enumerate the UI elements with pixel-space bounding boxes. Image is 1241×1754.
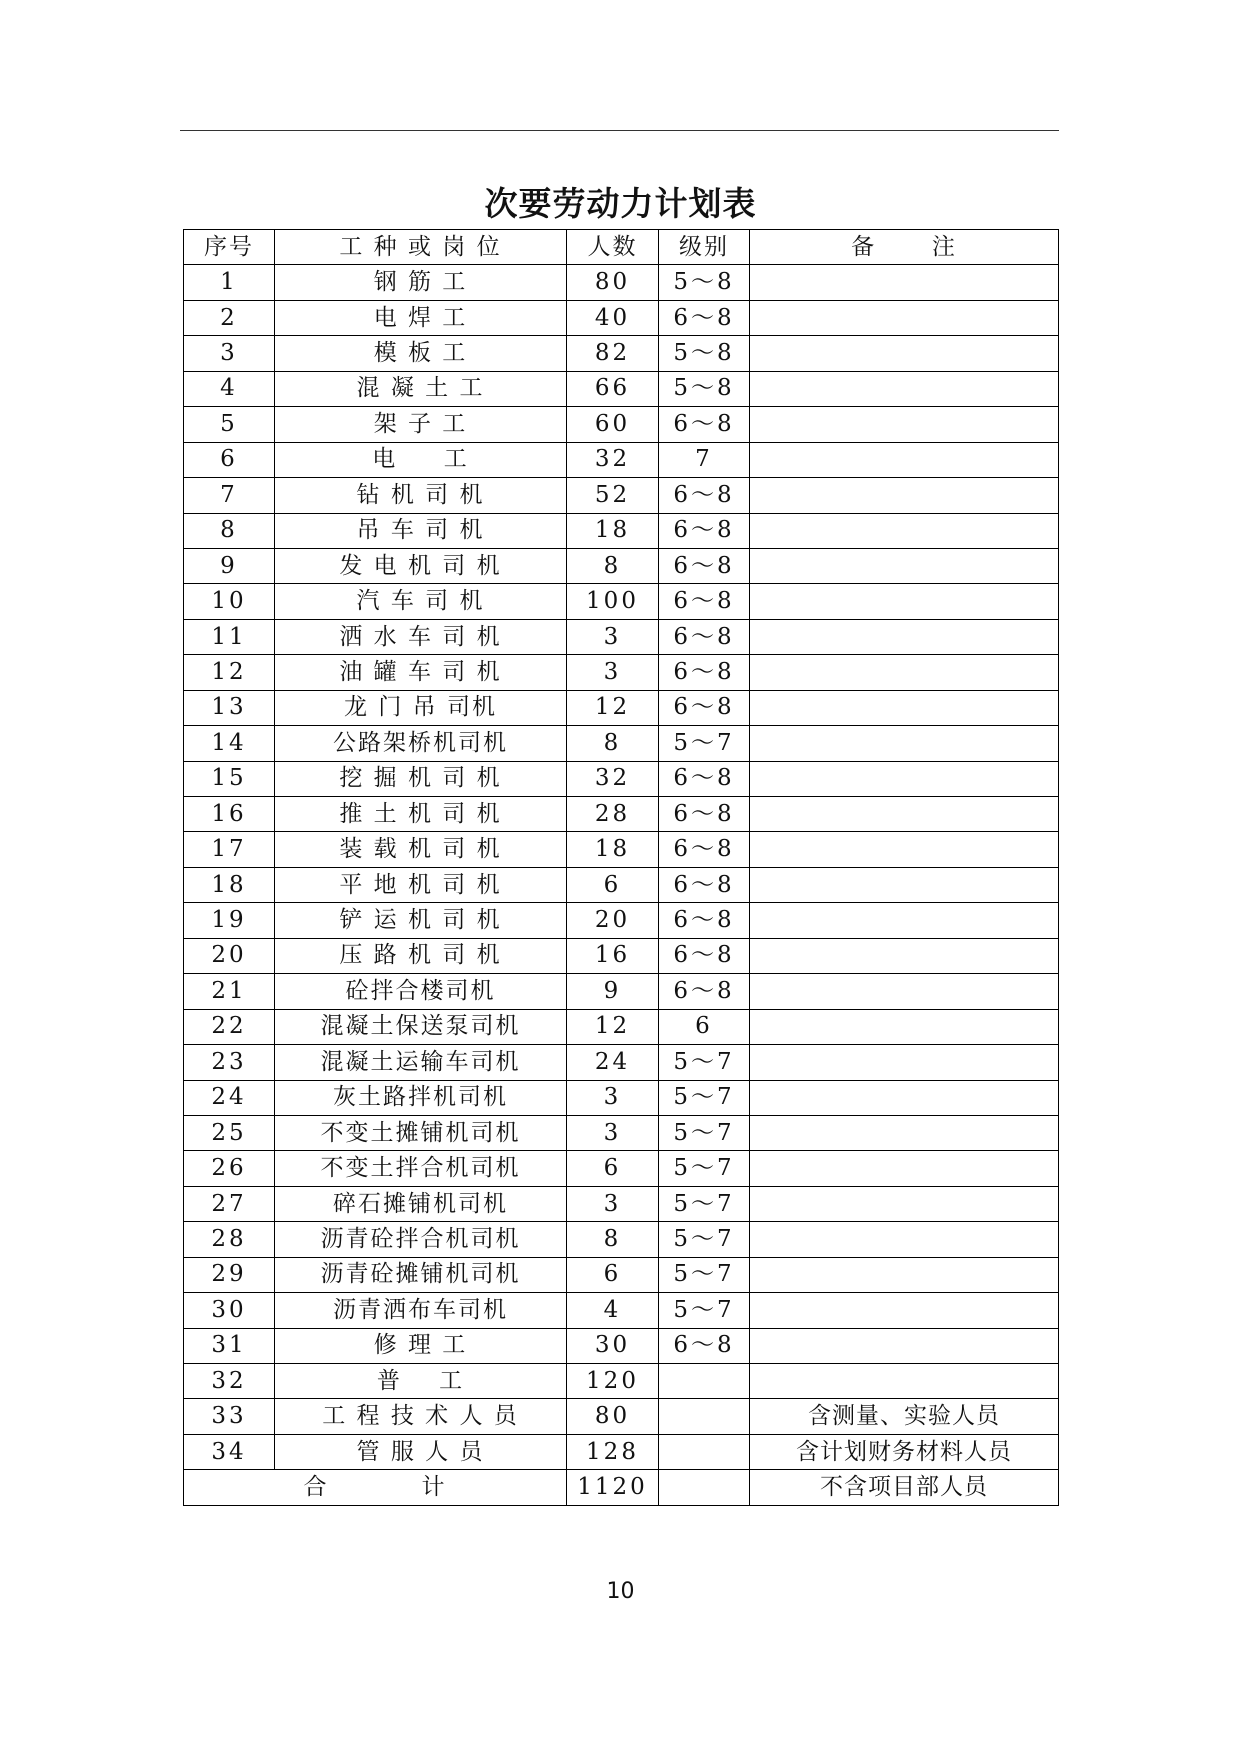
headcount-cell: 6: [567, 867, 659, 902]
note-cell: [750, 974, 1059, 1009]
total-headcount-cell: 1120: [567, 1470, 659, 1505]
level-cell: [659, 1364, 750, 1399]
table-row: [184, 974, 1059, 1009]
table-row: [184, 1115, 1059, 1150]
level-cell: 5～8: [659, 336, 750, 371]
row-number-cell: 25: [184, 1115, 275, 1150]
headcount-cell: 3: [567, 1080, 659, 1115]
job-title-cell: 钢 筋 工: [275, 265, 567, 300]
table-row: [184, 1222, 1059, 1257]
job-title-cell: 灰土路拌机司机: [275, 1080, 567, 1115]
headcount-cell: 120: [567, 1364, 659, 1399]
total-row: [184, 1470, 1059, 1505]
headcount-cell: 18: [567, 513, 659, 548]
job-title-cell: 油 罐 车 司 机: [275, 655, 567, 690]
row-number-cell: 1: [184, 265, 275, 300]
job-title-cell: 电 工: [275, 442, 567, 477]
level-cell: 5～7: [659, 1293, 750, 1328]
headcount-cell: 40: [567, 300, 659, 335]
total-label-cell: 合 计: [184, 1470, 567, 1505]
headcount-cell: 52: [567, 478, 659, 513]
level-cell: 6～8: [659, 938, 750, 973]
row-number-cell: 17: [184, 832, 275, 867]
table-row: [184, 300, 1059, 335]
row-number-cell: 24: [184, 1080, 275, 1115]
headcount-cell: 128: [567, 1434, 659, 1469]
job-title-cell: 公路架桥机司机: [275, 726, 567, 761]
level-cell: 6～8: [659, 655, 750, 690]
table-row: [184, 584, 1059, 619]
table-row: [184, 1080, 1059, 1115]
table-row: [184, 1151, 1059, 1186]
note-cell: [750, 832, 1059, 867]
row-number-cell: 18: [184, 867, 275, 902]
level-cell: 6～8: [659, 690, 750, 725]
row-number-cell: 4: [184, 371, 275, 406]
job-title-cell: 砼拌合楼司机: [275, 974, 567, 1009]
headcount-cell: 24: [567, 1045, 659, 1080]
job-title-cell: 管 服 人 员: [275, 1434, 567, 1469]
headcount-cell: 28: [567, 797, 659, 832]
headcount-cell: 8: [567, 726, 659, 761]
level-cell: 5～7: [659, 1257, 750, 1292]
headcount-cell: 6: [567, 1151, 659, 1186]
table-body: [184, 230, 1059, 1506]
row-number-cell: 23: [184, 1045, 275, 1080]
table-row: [184, 478, 1059, 513]
level-cell: 6～8: [659, 478, 750, 513]
job-title-cell: 混凝土保送泵司机: [275, 1009, 567, 1044]
row-number-cell: 16: [184, 797, 275, 832]
row-number-cell: 2: [184, 300, 275, 335]
table-row: [184, 548, 1059, 583]
level-cell: 5～7: [659, 1151, 750, 1186]
headcount-cell: 3: [567, 619, 659, 654]
level-cell: 7: [659, 442, 750, 477]
table-row: [184, 619, 1059, 654]
table-row: [184, 1434, 1059, 1469]
column-header-level: 级别: [659, 230, 750, 265]
note-cell: [750, 619, 1059, 654]
note-cell: [750, 1115, 1059, 1150]
job-title-cell: 修 理 工: [275, 1328, 567, 1363]
table-row: [184, 1045, 1059, 1080]
table-row: [184, 1009, 1059, 1044]
row-number-cell: 5: [184, 407, 275, 442]
note-cell: 含计划财务材料人员: [750, 1434, 1059, 1469]
note-cell: [750, 478, 1059, 513]
table-row: [184, 371, 1059, 406]
headcount-cell: 60: [567, 407, 659, 442]
note-cell: [750, 442, 1059, 477]
note-cell: [750, 797, 1059, 832]
row-number-cell: 9: [184, 548, 275, 583]
note-cell: [750, 1151, 1059, 1186]
labor-plan-table: [183, 229, 1059, 1506]
table-row: [184, 726, 1059, 761]
job-title-cell: 汽 车 司 机: [275, 584, 567, 619]
headcount-cell: 4: [567, 1293, 659, 1328]
headcount-cell: 3: [567, 1115, 659, 1150]
row-number-cell: 33: [184, 1399, 275, 1434]
level-cell: 6～8: [659, 619, 750, 654]
job-title-cell: 混 凝 土 工: [275, 371, 567, 406]
level-cell: [659, 1434, 750, 1469]
headcount-cell: 80: [567, 1399, 659, 1434]
job-title-cell: 沥青砼拌合机司机: [275, 1222, 567, 1257]
note-cell: [750, 300, 1059, 335]
table-row: [184, 1328, 1059, 1363]
headcount-cell: 12: [567, 690, 659, 725]
row-number-cell: 27: [184, 1186, 275, 1221]
row-number-cell: 31: [184, 1328, 275, 1363]
level-cell: 5～7: [659, 1186, 750, 1221]
note-cell: 含测量、实验人员: [750, 1399, 1059, 1434]
headcount-cell: 8: [567, 1222, 659, 1257]
column-header-job: 工 种 或 岗 位: [275, 230, 567, 265]
table-row: [184, 655, 1059, 690]
note-cell: [750, 513, 1059, 548]
level-cell: 5～7: [659, 1045, 750, 1080]
job-title-cell: 普 工: [275, 1364, 567, 1399]
table-row: [184, 1364, 1059, 1399]
level-cell: 5～7: [659, 726, 750, 761]
page-title: 次要劳动力计划表: [484, 184, 757, 223]
headcount-cell: 32: [567, 761, 659, 796]
job-title-cell: 装 载 机 司 机: [275, 832, 567, 867]
table-header-row: [184, 230, 1059, 265]
headcount-cell: 6: [567, 1257, 659, 1292]
table-row: [184, 1186, 1059, 1221]
job-title-cell: 工 程 技 术 人 员: [275, 1399, 567, 1434]
headcount-cell: 12: [567, 1009, 659, 1044]
headcount-cell: 80: [567, 265, 659, 300]
headcount-cell: 30: [567, 1328, 659, 1363]
column-header-headcount: 人数: [567, 230, 659, 265]
job-title-cell: 平 地 机 司 机: [275, 867, 567, 902]
row-number-cell: 21: [184, 974, 275, 1009]
table-row: [184, 832, 1059, 867]
note-cell: [750, 938, 1059, 973]
note-cell: [750, 1080, 1059, 1115]
table-row: [184, 690, 1059, 725]
job-title-cell: 龙 门 吊 司机: [275, 690, 567, 725]
job-title-cell: 铲 运 机 司 机: [275, 903, 567, 938]
job-title-cell: 发 电 机 司 机: [275, 548, 567, 583]
row-number-cell: 8: [184, 513, 275, 548]
level-cell: 6～8: [659, 974, 750, 1009]
row-number-cell: 13: [184, 690, 275, 725]
table-row: [184, 336, 1059, 371]
level-cell: 6～8: [659, 867, 750, 902]
level-cell: 5～7: [659, 1222, 750, 1257]
headcount-cell: 32: [567, 442, 659, 477]
table-row: [184, 513, 1059, 548]
level-cell: 6～8: [659, 300, 750, 335]
row-number-cell: 3: [184, 336, 275, 371]
level-cell: 6～8: [659, 903, 750, 938]
table-row: [184, 407, 1059, 442]
level-cell: 5～8: [659, 265, 750, 300]
level-cell: 6～8: [659, 584, 750, 619]
job-title-cell: 沥青洒布车司机: [275, 1293, 567, 1328]
job-title-cell: 钻 机 司 机: [275, 478, 567, 513]
note-cell: [750, 584, 1059, 619]
job-title-cell: 电 焊 工: [275, 300, 567, 335]
note-cell: [750, 548, 1059, 583]
table-row: [184, 938, 1059, 973]
note-cell: [750, 336, 1059, 371]
note-cell: [750, 1186, 1059, 1221]
level-cell: 5～7: [659, 1115, 750, 1150]
level-cell: 6～8: [659, 761, 750, 796]
level-cell: 6～8: [659, 832, 750, 867]
table-row: [184, 265, 1059, 300]
row-number-cell: 15: [184, 761, 275, 796]
note-cell: [750, 1222, 1059, 1257]
note-cell: [750, 1328, 1059, 1363]
job-title-cell: 推 土 机 司 机: [275, 797, 567, 832]
note-cell: [750, 1257, 1059, 1292]
note-cell: [750, 726, 1059, 761]
job-title-cell: 不变土拌合机司机: [275, 1151, 567, 1186]
note-cell: [750, 1293, 1059, 1328]
row-number-cell: 19: [184, 903, 275, 938]
table-row: [184, 797, 1059, 832]
note-cell: [750, 655, 1059, 690]
level-cell: 6～8: [659, 548, 750, 583]
job-title-cell: 不变土摊铺机司机: [275, 1115, 567, 1150]
note-cell: [750, 1045, 1059, 1080]
row-number-cell: 6: [184, 442, 275, 477]
level-cell: 6～8: [659, 407, 750, 442]
level-cell: [659, 1399, 750, 1434]
job-title-cell: 挖 掘 机 司 机: [275, 761, 567, 796]
job-title-cell: 压 路 机 司 机: [275, 938, 567, 973]
level-cell: 6～8: [659, 513, 750, 548]
note-cell: [750, 1009, 1059, 1044]
table-row: [184, 1293, 1059, 1328]
job-title-cell: 洒 水 车 司 机: [275, 619, 567, 654]
note-cell: [750, 690, 1059, 725]
row-number-cell: 11: [184, 619, 275, 654]
table-row: [184, 867, 1059, 902]
page-number: 10: [606, 1579, 635, 1604]
table-row: [184, 761, 1059, 796]
table-row: [184, 1399, 1059, 1434]
headcount-cell: 16: [567, 938, 659, 973]
note-cell: [750, 265, 1059, 300]
row-number-cell: 34: [184, 1434, 275, 1469]
row-number-cell: 20: [184, 938, 275, 973]
row-number-cell: 14: [184, 726, 275, 761]
row-number-cell: 22: [184, 1009, 275, 1044]
level-cell: 5～8: [659, 371, 750, 406]
job-title-cell: 混凝土运输车司机: [275, 1045, 567, 1080]
row-number-cell: 12: [184, 655, 275, 690]
headcount-cell: 3: [567, 655, 659, 690]
table-row: [184, 903, 1059, 938]
headcount-cell: 20: [567, 903, 659, 938]
job-title-cell: 吊 车 司 机: [275, 513, 567, 548]
level-cell: 5～7: [659, 1080, 750, 1115]
row-number-cell: 30: [184, 1293, 275, 1328]
header-rule: [180, 130, 1059, 131]
job-title-cell: 架 子 工: [275, 407, 567, 442]
row-number-cell: 10: [184, 584, 275, 619]
row-number-cell: 7: [184, 478, 275, 513]
table-row: [184, 442, 1059, 477]
note-cell: [750, 761, 1059, 796]
column-header-remarks: 备 注: [750, 230, 1059, 265]
headcount-cell: 100: [567, 584, 659, 619]
note-cell: [750, 1364, 1059, 1399]
headcount-cell: 18: [567, 832, 659, 867]
job-title-cell: 碎石摊铺机司机: [275, 1186, 567, 1221]
total-level-cell: [659, 1470, 750, 1505]
row-number-cell: 29: [184, 1257, 275, 1292]
headcount-cell: 8: [567, 548, 659, 583]
column-header-number: 序号: [184, 230, 275, 265]
note-cell: [750, 407, 1059, 442]
note-cell: [750, 867, 1059, 902]
row-number-cell: 26: [184, 1151, 275, 1186]
row-number-cell: 32: [184, 1364, 275, 1399]
row-number-cell: 28: [184, 1222, 275, 1257]
level-cell: 6: [659, 1009, 750, 1044]
job-title-cell: 沥青砼摊铺机司机: [275, 1257, 567, 1292]
table-row: [184, 1257, 1059, 1292]
job-title-cell: 模 板 工: [275, 336, 567, 371]
note-cell: [750, 903, 1059, 938]
total-note-cell: 不含项目部人员: [750, 1470, 1059, 1505]
headcount-cell: 9: [567, 974, 659, 1009]
headcount-cell: 3: [567, 1186, 659, 1221]
headcount-cell: 66: [567, 371, 659, 406]
level-cell: 6～8: [659, 797, 750, 832]
level-cell: 6～8: [659, 1328, 750, 1363]
note-cell: [750, 371, 1059, 406]
headcount-cell: 82: [567, 336, 659, 371]
